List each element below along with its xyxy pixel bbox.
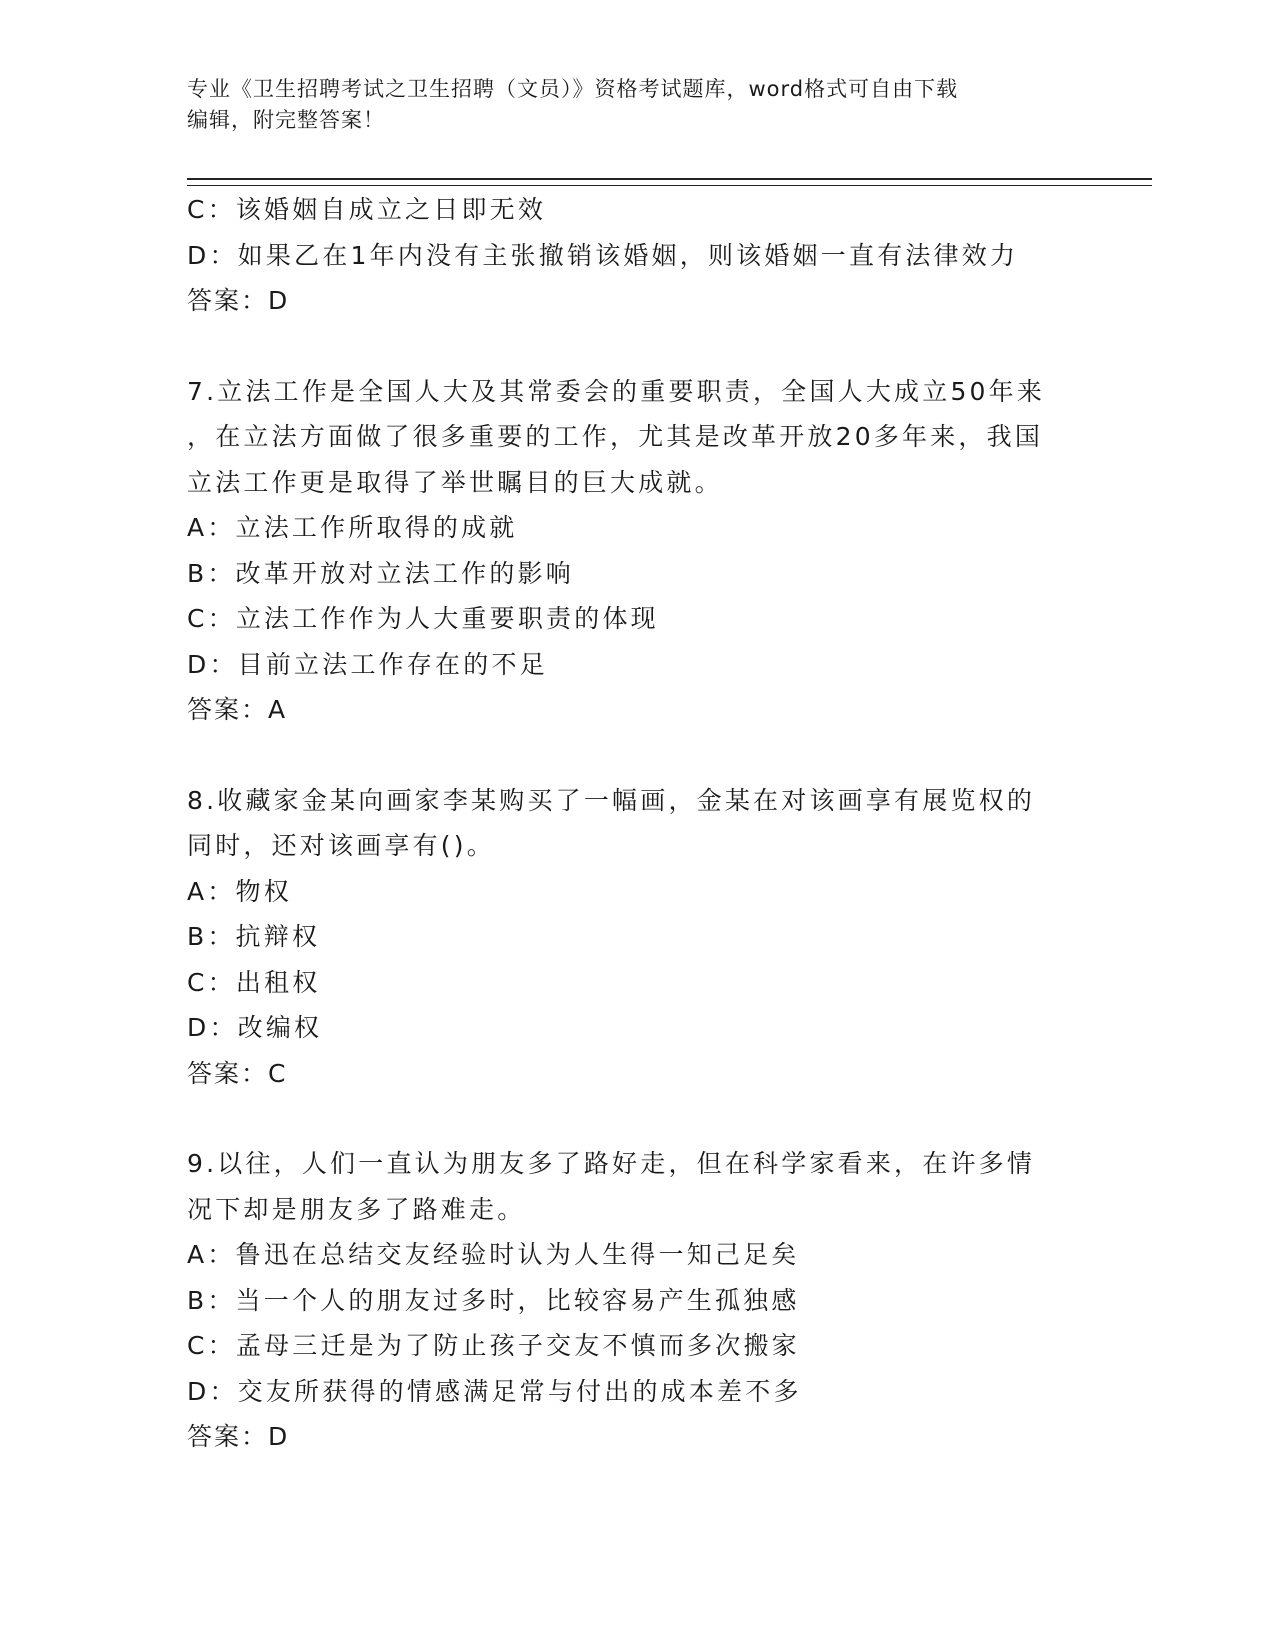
- option-d: D：改编权: [187, 1013, 323, 1042]
- option-b: B：当一个人的朋友过多时，比较容易产生孤独感: [187, 1285, 800, 1315]
- question-stem-line: 立法工作更是取得了举世瞩目的巨大成就。: [187, 467, 723, 497]
- header-line-2: 编辑，附完整答案！: [187, 108, 385, 132]
- previous-question-tail: [187, 187, 1087, 324]
- option-c: C：孟母三迁是为了防止孩子交友不慎而多次搬家: [187, 1331, 800, 1360]
- option-c: C：出租权: [187, 967, 321, 997]
- answer-line: 答案：A: [187, 695, 288, 724]
- option-a: A：鲁迅在总结交友经验时认为人生得一知己足矣: [187, 1240, 800, 1269]
- option-d: D：目前立法工作存在的不足: [187, 649, 548, 679]
- document-body: [187, 187, 1087, 1460]
- option-b: B：改革开放对立法工作的影响: [187, 558, 574, 588]
- question-stem-line: 7.立法工作是全国人大及其常委会的重要职责，全国人大成立50年来: [187, 376, 1046, 406]
- option-a: A：物权: [187, 876, 292, 906]
- question-stem-line: 9.以往，人们一直认为朋友多了路好走，但在科学家看来，在许多情: [187, 1149, 1036, 1178]
- answer-line: 答案：D: [187, 1422, 290, 1451]
- header-line-1: 专业《卫生招聘考试之卫生招聘（文员）》资格考试题库，word格式可自由下载: [187, 77, 959, 101]
- answer-line: 答案：C: [187, 1058, 288, 1088]
- option-c: C：立法工作作为人大重要职责的体现: [187, 604, 659, 633]
- option-a: A：立法工作所取得的成就: [187, 513, 518, 542]
- question-stem-line: 8.收藏家金某向画家李某购买了一幅画，金某在对该画享有展览权的: [187, 785, 1036, 815]
- question-8: [187, 778, 1087, 1097]
- option-b: B：抗辩权: [187, 922, 321, 951]
- header-divider: [187, 178, 1152, 186]
- option-c: C：该婚姻自成立之日即无效: [187, 195, 547, 224]
- question-9: [187, 1141, 1087, 1460]
- page-header: [187, 74, 1067, 136]
- option-d: D：如果乙在1年内没有主张撤销该婚姻，则该婚姻一直有法律效力: [187, 240, 1019, 270]
- question-stem-line: 同时，还对该画享有()。: [187, 831, 495, 860]
- question-stem-line: 况下却是朋友多了路难走。: [187, 1194, 526, 1224]
- question-stem-line: ，在立法方面做了很多重要的工作，尤其是改革开放20多年来，我国: [187, 422, 1044, 451]
- option-d: D：交友所获得的情感满足常与付出的成本差不多: [187, 1376, 802, 1406]
- answer-line: 答案：D: [187, 286, 290, 315]
- question-7: [187, 369, 1087, 733]
